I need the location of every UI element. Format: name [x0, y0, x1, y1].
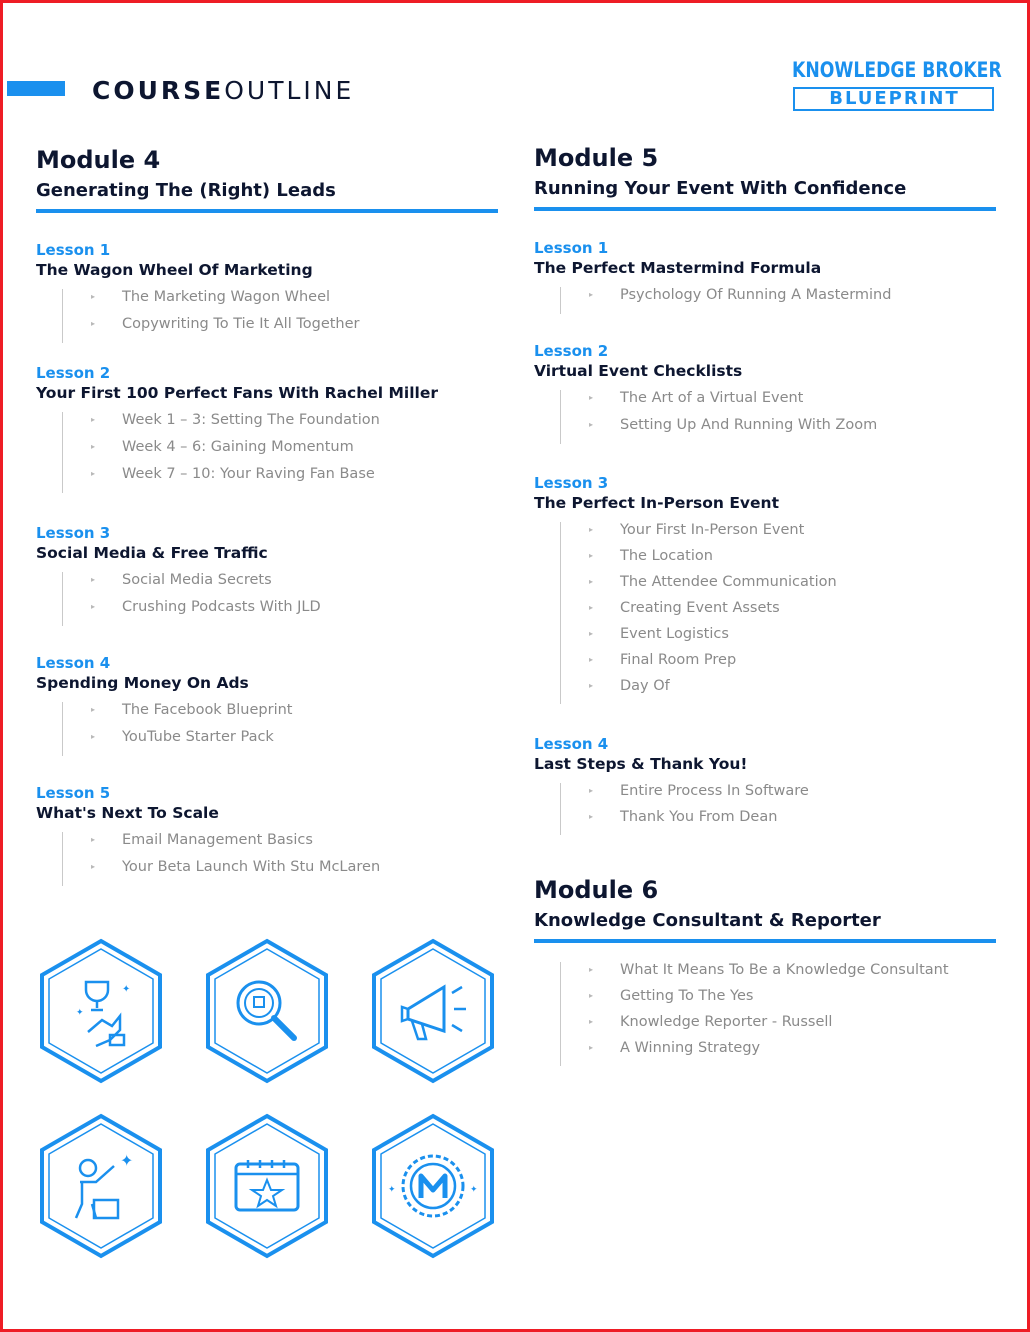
m5-lesson-2 — [534, 342, 996, 444]
svg-text:✦: ✦ — [120, 1151, 134, 1170]
bullet-icon: ▸ — [589, 655, 594, 664]
lesson-title: The Wagon Wheel Of Marketing — [36, 261, 313, 279]
megaphone-icon — [368, 937, 498, 1085]
item-text: The Facebook Blueprint — [122, 702, 293, 718]
item-text: Week 1 – 3: Setting The Foundation — [122, 412, 380, 428]
bullet-icon: ▸ — [91, 442, 96, 451]
bullet-icon: ▸ — [589, 965, 594, 974]
item-text: Crushing Podcasts With JLD — [122, 599, 321, 615]
lesson-title: Last Steps & Thank You! — [534, 755, 748, 773]
header-accent-bar — [7, 81, 65, 96]
m4-lesson-4 — [36, 654, 498, 756]
lesson-items — [534, 962, 996, 1066]
logo-line1: KNOWLEDGE BROKER — [792, 58, 1002, 82]
list-item — [36, 729, 498, 756]
item-text: The Location — [620, 548, 713, 564]
list-item — [534, 678, 996, 704]
lesson-items — [36, 412, 498, 493]
lesson-title: The Perfect Mastermind Formula — [534, 259, 822, 277]
lesson-title: Spending Money On Ads — [36, 674, 249, 692]
bullet-icon: ▸ — [91, 415, 96, 424]
svg-text:✦: ✦ — [388, 1185, 396, 1195]
lesson-number: Lesson 1 — [36, 241, 111, 259]
list-item — [534, 600, 996, 626]
item-text: Event Logistics — [620, 626, 729, 642]
bullet-icon: ▸ — [589, 1017, 594, 1026]
bullet-icon: ▸ — [91, 469, 96, 478]
bullet-icon: ▸ — [589, 786, 594, 795]
item-text: Creating Event Assets — [620, 600, 780, 616]
bullet-icon: ▸ — [589, 1043, 594, 1052]
item-text: Copywriting To Tie It All Together — [122, 316, 360, 332]
lesson-number: Lesson 2 — [36, 364, 111, 382]
module-5-header — [534, 144, 996, 211]
module-rule — [534, 939, 996, 943]
item-text: Entire Process In Software — [620, 783, 809, 799]
list-item — [36, 832, 498, 859]
badge-m-icon — [368, 1112, 498, 1260]
lesson-title: Your First 100 Perfect Fans With Rachel Miller — [36, 384, 439, 402]
item-text: Setting Up And Running With Zoom — [620, 417, 878, 433]
list-item — [36, 859, 498, 886]
lesson-items — [534, 783, 996, 835]
list-item — [534, 988, 996, 1014]
bullet-icon: ▸ — [589, 681, 594, 690]
list-item — [36, 572, 498, 599]
list-item — [534, 809, 996, 835]
list-item — [534, 390, 996, 417]
list-item — [36, 316, 498, 343]
module-subtitle: Generating The (Right) Leads — [36, 180, 336, 201]
bullet-icon: ▸ — [91, 732, 96, 741]
lesson-items — [534, 287, 996, 314]
list-item — [534, 783, 996, 809]
bullet-icon: ▸ — [589, 812, 594, 821]
lesson-title: Social Media & Free Traffic — [36, 544, 268, 562]
list-item — [534, 1040, 996, 1066]
list-item — [534, 1014, 996, 1040]
item-text: Week 4 – 6: Gaining Momentum — [122, 439, 354, 455]
page-title — [92, 76, 354, 105]
lesson-items — [534, 390, 996, 444]
lesson-title: What's Next To Scale — [36, 804, 219, 822]
title-light: OUTLINE — [224, 76, 355, 105]
trophy-icon — [36, 937, 166, 1085]
lesson-items — [534, 522, 996, 704]
lesson-items — [36, 289, 498, 343]
bullet-icon: ▸ — [91, 602, 96, 611]
lesson-items — [36, 832, 498, 886]
bullet-icon: ▸ — [91, 575, 96, 584]
item-text: Day Of — [620, 678, 670, 694]
bullet-icon: ▸ — [589, 603, 594, 612]
item-text: The Attendee Communication — [620, 574, 837, 590]
item-text: What It Means To Be a Knowledge Consultant — [620, 962, 949, 978]
module-title: Module 5 — [534, 144, 659, 172]
item-text: The Art of a Virtual Event — [620, 390, 804, 406]
list-item — [534, 626, 996, 652]
title-bold: COURSE — [92, 76, 225, 105]
module-6-header — [534, 876, 996, 943]
bullet-icon: ▸ — [91, 319, 96, 328]
logo-line2: BLUEPRINT — [829, 88, 960, 109]
bullet-icon: ▸ — [589, 577, 594, 586]
item-text: Knowledge Reporter - Russell — [620, 1014, 833, 1030]
item-text: YouTube Starter Pack — [122, 729, 274, 745]
list-item — [534, 574, 996, 600]
m5-lesson-3 — [534, 474, 996, 704]
lesson-number: Lesson 4 — [36, 654, 111, 672]
list-item — [36, 599, 498, 626]
bullet-icon: ▸ — [91, 705, 96, 714]
bullet-icon: ▸ — [589, 629, 594, 638]
module-title: Module 6 — [534, 876, 659, 904]
list-item — [36, 439, 498, 466]
list-item — [36, 289, 498, 316]
item-text: Week 7 – 10: Your Raving Fan Base — [122, 466, 375, 482]
m6-items — [534, 962, 996, 1066]
lesson-items — [36, 702, 498, 756]
lesson-title: Virtual Event Checklists — [534, 362, 743, 380]
module-title: Module 4 — [36, 146, 161, 174]
m5-lesson-4 — [534, 735, 996, 835]
item-text: Thank You From Dean — [620, 809, 778, 825]
lesson-title: The Perfect In-Person Event — [534, 494, 779, 512]
presenter-icon — [36, 1112, 166, 1260]
item-text: Your Beta Launch With Stu McLaren — [122, 859, 381, 875]
bullet-icon: ▸ — [589, 991, 594, 1000]
lesson-number: Lesson 3 — [36, 524, 111, 542]
lesson-number: Lesson 5 — [36, 784, 111, 802]
bullet-icon: ▸ — [91, 835, 96, 844]
svg-text:✦: ✦ — [122, 984, 131, 995]
bullet-icon: ▸ — [589, 393, 594, 402]
lesson-number: Lesson 3 — [534, 474, 609, 492]
bullet-icon: ▸ — [589, 551, 594, 560]
module-rule — [534, 207, 996, 211]
calendar-star-icon — [202, 1112, 332, 1260]
lesson-number: Lesson 1 — [534, 239, 609, 257]
module-subtitle: Knowledge Consultant & Reporter — [534, 910, 881, 931]
list-item — [534, 652, 996, 678]
list-item — [534, 548, 996, 574]
item-text: Final Room Prep — [620, 652, 737, 668]
m5-lesson-1 — [534, 239, 996, 314]
item-text: The Marketing Wagon Wheel — [122, 289, 331, 305]
lesson-number: Lesson 4 — [534, 735, 609, 753]
item-text: Psychology Of Running A Mastermind — [620, 287, 892, 303]
m4-lesson-1 — [36, 241, 498, 343]
brand-logo — [792, 58, 1002, 114]
item-text: Social Media Secrets — [122, 572, 272, 588]
lesson-items — [36, 572, 498, 626]
bullet-icon: ▸ — [589, 420, 594, 429]
bullet-icon: ▸ — [91, 292, 96, 301]
item-text: Email Management Basics — [122, 832, 313, 848]
list-item — [534, 962, 996, 988]
svg-text:✦: ✦ — [76, 1008, 84, 1018]
m4-lesson-2 — [36, 364, 498, 493]
list-item — [534, 417, 996, 444]
list-item — [534, 522, 996, 548]
list-item — [36, 702, 498, 729]
list-item — [36, 466, 498, 493]
module-subtitle: Running Your Event With Confidence — [534, 178, 907, 199]
svg-text:✦: ✦ — [470, 1185, 478, 1195]
lesson-number: Lesson 2 — [534, 342, 609, 360]
list-item — [534, 287, 996, 314]
magnifier-icon — [202, 937, 332, 1085]
item-text: Getting To The Yes — [620, 988, 754, 1004]
list-item — [36, 412, 498, 439]
bullet-icon: ▸ — [91, 862, 96, 871]
module-rule — [36, 209, 498, 213]
module-4-header — [36, 146, 498, 213]
item-text: A Winning Strategy — [620, 1040, 761, 1056]
item-text: Your First In-Person Event — [620, 522, 805, 538]
bullet-icon: ▸ — [589, 290, 594, 299]
m4-lesson-5 — [36, 784, 498, 886]
bullet-icon: ▸ — [589, 525, 594, 534]
m4-lesson-3 — [36, 524, 498, 626]
